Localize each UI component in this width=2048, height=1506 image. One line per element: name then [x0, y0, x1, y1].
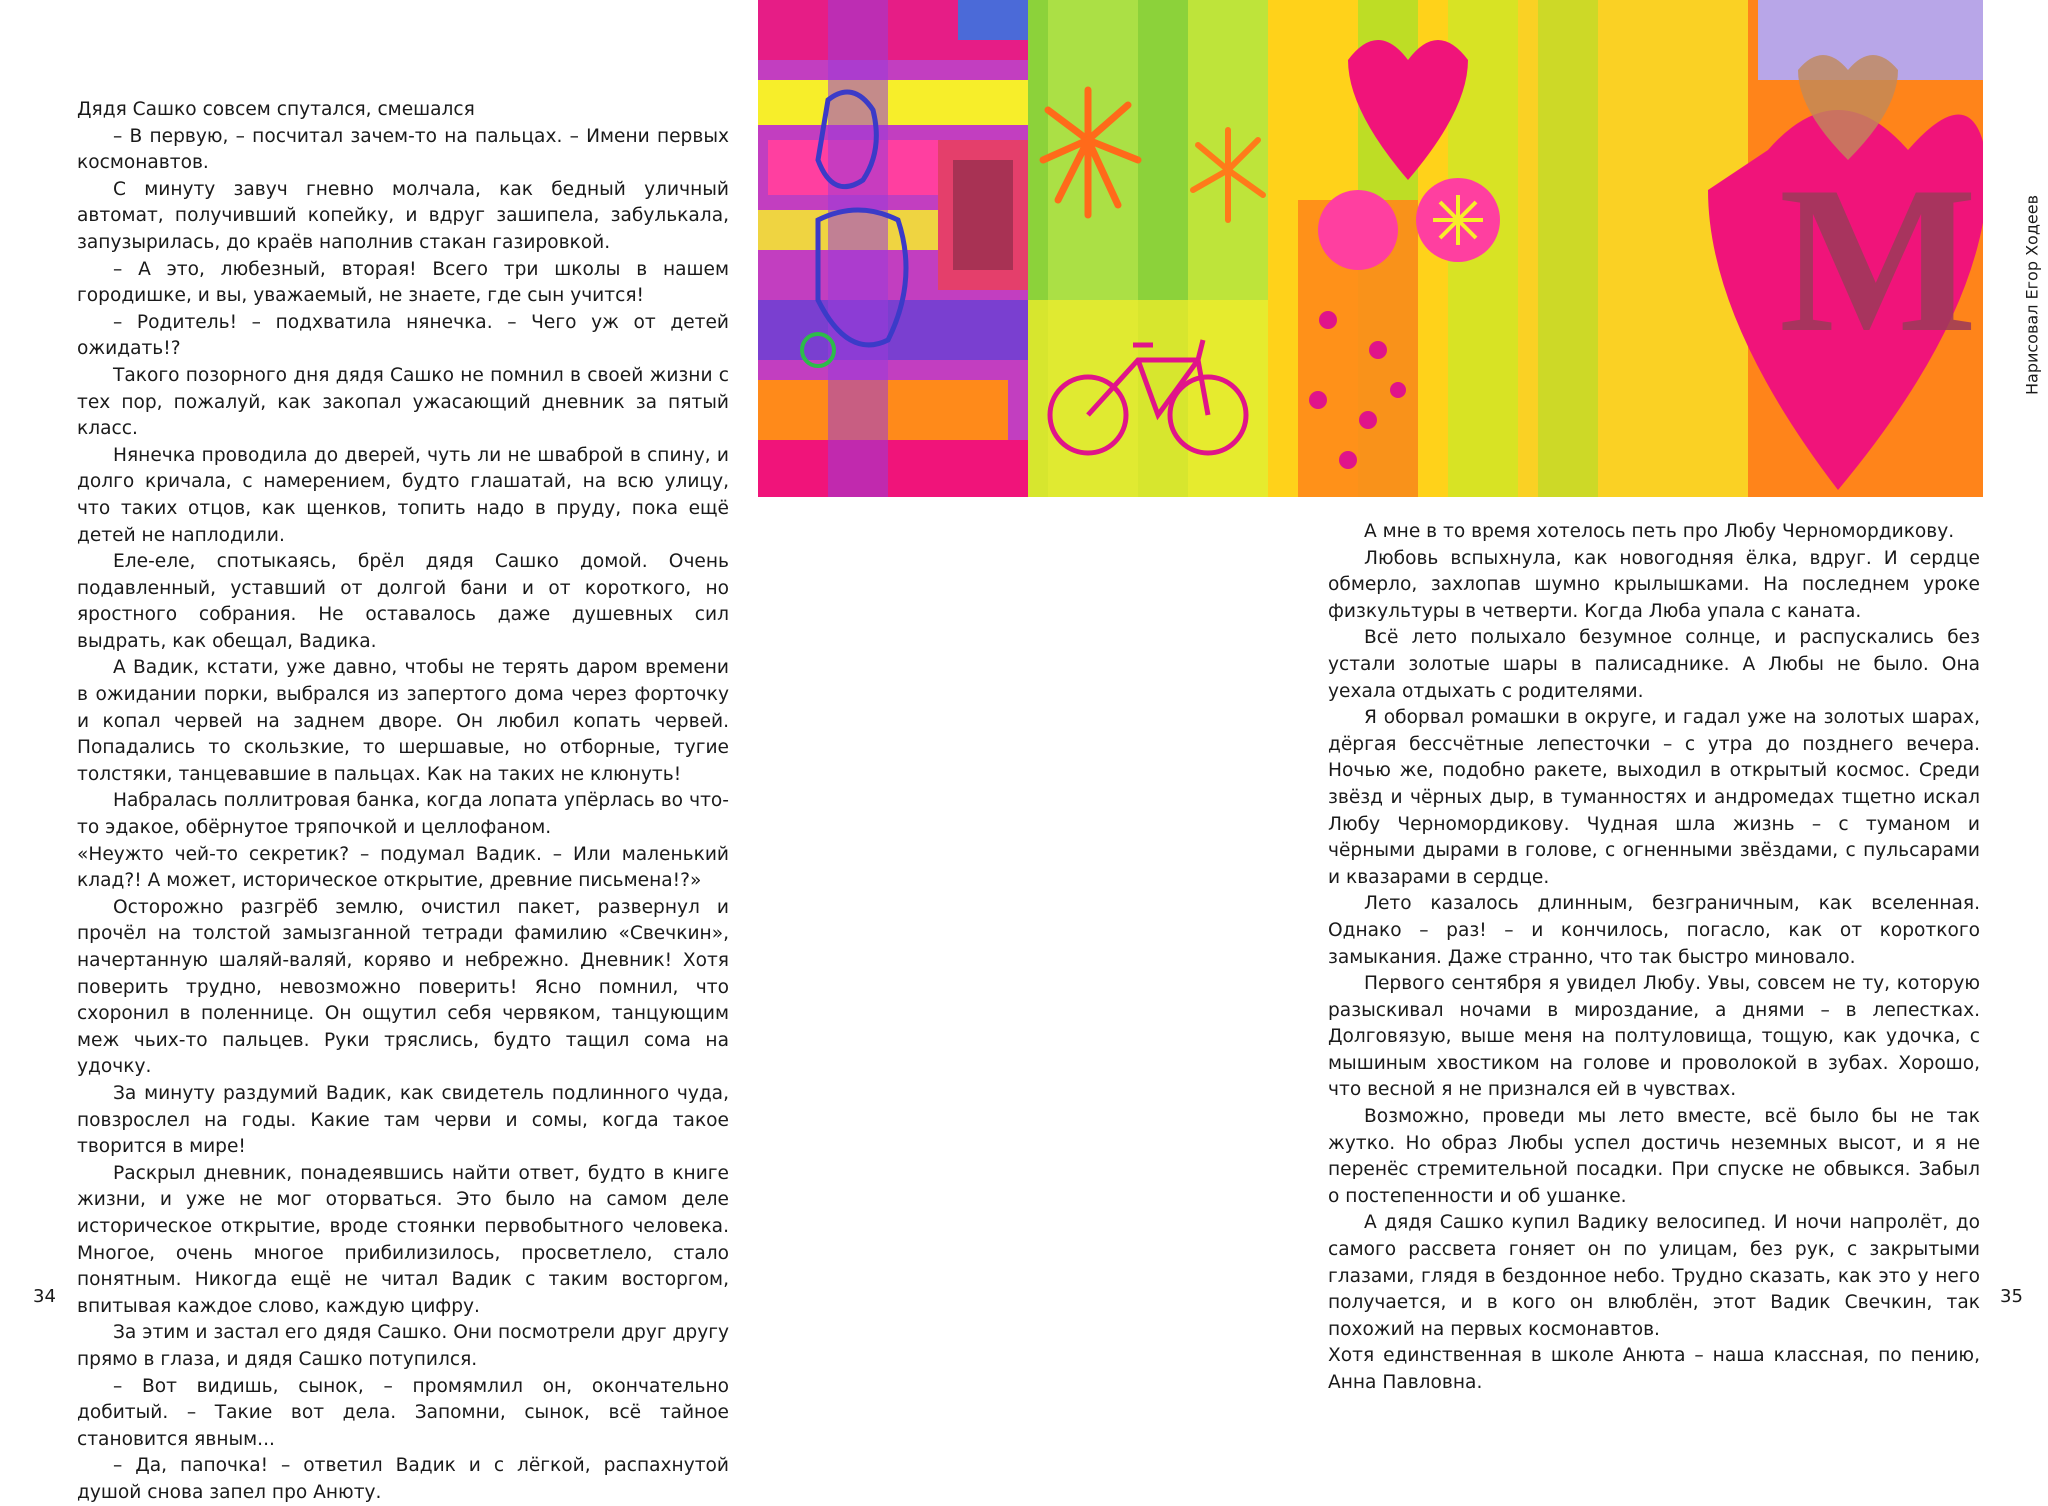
- paragraph: Хотя единственная в школе Анюта – наша классная, по пению, Анна Павловна.: [1328, 1345, 1980, 1393]
- paragraph: Такого позорного дня дядя Сашко не помнил в своей жизни с тех пор, пожалуй, как закопал ужасающий дневник за пятый класс.: [77, 364, 729, 440]
- illustrator-credit-text: Нарисовал Егор Ходеев: [2022, 195, 2042, 395]
- paragraph: С минуту завуч гневно молчала, как бедный уличный автомат, получивший копейку, и вдруг зашипела, забулькала, запузырилась, до краёв наполнив стакан газировкой.: [77, 178, 729, 253]
- paragraph: – Вот видишь, сынок, – промямлил он, окончательно добитый. – Такие вот дела. Запомни, сынок, всё тайное становится явным...: [77, 1375, 729, 1450]
- paragraph: Всё лето полыхало безумное солнце, и распускались без устали золотые шары в палисаднике. А Любы не было. Она уехала отдыхать с родителями.: [1328, 627, 1980, 702]
- paragraph: «Неужто чей-то секретик? – подумал Вадик. – Или маленький клад?! А может, историческое открытие, древние письмена!?»: [77, 843, 729, 892]
- illustration: [758, 0, 1983, 497]
- page-number-right: 35: [2000, 1286, 2023, 1307]
- illustration-artwork: [758, 0, 1983, 497]
- paragraph: Раскрыл дневник, понадеявшись найти ответ, будто в книге жизни, и уже не мог оторваться. Это было на самом деле историческое открытие, вроде стоянки первобытного человека. Многое, очень многое прибилизилось, просветлело, стало понятным. Никогда ещё не читал Вадик с таким восторгом, впитывая каждое слово, каждую цифру.: [77, 1162, 729, 1317]
- illustration-letter: M: [1778, 144, 1978, 376]
- paragraph: – Родитель! – подхватила нянечка. – Чего уж от детей ожидать!?: [77, 311, 729, 360]
- paragraph: Еле-еле, спотыкаясь, брёл дядя Сашко домой. Очень подавленный, уставший от долгой бани и от короткого, но яростного собрания. Не оставалось даже душевных сил выдрать, как обещал, Вадика.: [77, 551, 729, 652]
- right-page-text: [1328, 519, 1980, 1397]
- paragraph: Возможно, проведи мы лето вместе, всё было бы не так жутко. Но образ Любы успел достичь неземных высот, и я не перенёс стремительной посадки. При спуске не обвыкся. Забыл о постепенности и об ушанке.: [1328, 1106, 1980, 1207]
- paragraph: Дядя Сашко совсем спутался, смешался: [77, 99, 475, 120]
- paragraph: Набралась поллитровая банка, когда лопата упёрлась во что-то эдакое, обёрнутое тряпочкой и целлофаном.: [77, 790, 729, 839]
- paragraph: Лето казалось длинным, безграничным, как вселенная. Однако – раз! – и кончилось, погасло, как от короткого замыкания. Даже странно, что так быстро миновало.: [1328, 893, 1980, 968]
- paragraph: За этим и застал его дядя Сашко. Они посмотрели друг другу прямо в глаза, и дядя Сашко потупился.: [77, 1322, 729, 1370]
- paragraph: А Вадик, кстати, уже давно, чтобы не терять даром времени в ожидании порки, выбрался из запертого дома через форточку и копал червей на заднем дворе. Он любил копать червей. Попадались то скользкие, то шершавые, но отборные, тугие толстяки, танцевавшие в пальцах. Как на таких не клюнуть!: [77, 657, 729, 785]
- paragraph: Осторожно разгрёб землю, очистил пакет, развернул и прочёл на толстой замызганной тетради фамилию «Свечкин», начертанную шаляй-валяй, коряво и небрежно. Дневник! Хотя поверить трудно, невозможно поверить! Ясно помнил, что схоронил в поленнице. Он ощутил себя червяком, танцующим меж чьих-то пальцев. Руки тряслись, будто тащил сома на удочку.: [77, 896, 729, 1078]
- paragraph: – В первую, – посчитал зачем-то на пальцах. – Имени первых космонавтов.: [77, 125, 729, 174]
- paragraph: А дядя Сашко купил Вадику велосипед. И ночи напролёт, до самого рассвета гоняет он по улицам, без рук, с закрытыми глазами, глядя в бездонное небо. Трудно сказать, как это у него получается, и в кого он влюблён, этот Вадик Свечкин, так похожий на первых космонавтов.: [1328, 1212, 1980, 1340]
- paragraph: Любовь вспыхнула, как новогодняя ёлка, вдруг. И сердце обмерло, захлопав шумно крылышками. На последнем уроке физкультуры в четверти. Когда Люба упала с каната.: [1328, 547, 1980, 622]
- paragraph: Нянечка проводила до дверей, чуть ли не шваброй в спину, и долго кричала, с намерением, будто глашатай, на всю улицу, что таких отцов, как щенков, топить надо в пруду, пока ещё детей не наплодили.: [77, 444, 729, 546]
- left-page-text: [77, 97, 729, 1506]
- illustrator-credit: [2024, 190, 2040, 400]
- page-number-left: 34: [33, 1286, 56, 1307]
- paragraph: А мне в то время хотелось петь про Любу Черномордикову.: [1364, 521, 1955, 542]
- paragraph: – Да, папочка! – ответил Вадик и с лёгкой, распахнутой душой снова запел про Анюту.: [77, 1455, 729, 1503]
- paragraph: Я оборвал ромашки в округе, и гадал уже на золотых шарах, дёргая бессчётные лепесточки – с утра до позднего вечера. Ночью же, подобно ракете, выходил в открытый космос. Среди звёзд и чёрных дыр, в туманностях и андромедах тщетно искал Любу Черномордикову. Чудная шла жизнь – с туманом и чёрными дырами в голове, с огненными звёздами, с пульсарами и квазарами в сердце.: [1328, 707, 1980, 888]
- paragraph: – А это, любезный, вторая! Всего три школы в нашем городишке, и вы, уважаемый, не знаете, где сын учится!: [77, 258, 729, 307]
- paragraph: За минуту раздумий Вадик, как свидетель подлинного чуда, повзрослел на годы. Какие там черви и сомы, когда такое творится в мире!: [77, 1082, 729, 1158]
- paragraph: Первого сентября я увидел Любу. Увы, совсем не ту, которую разыскивал ночами в мироздание, а днями – в лепестках. Долговязую, выше меня на полтуловища, тощую, как удочка, с мышиным хвостиком на голове и проволокой в зубах. Хорошо, что весной я не признался ей в чувствах.: [1328, 973, 1980, 1101]
